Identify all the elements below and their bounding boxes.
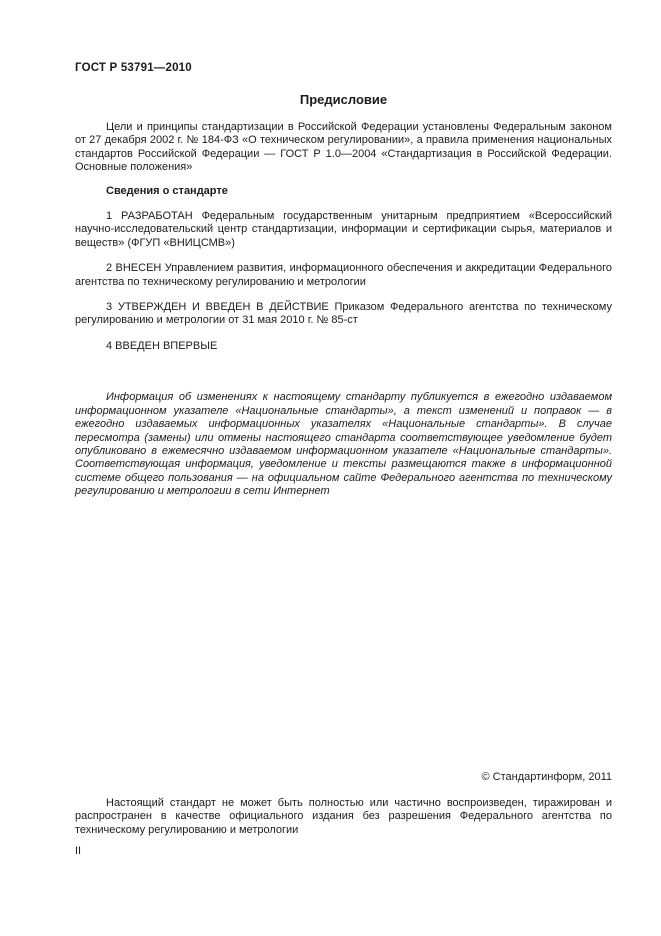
amendments-note: Информация об изменениях к настоящему стандарту публикуется в ежегодно издаваемом информационном указателе «Национальные стандарты», а текст изменений и поправок — в ежегодно издаваемых информационных указателях «Национальные стандарты». В случае пересмотра (замены) или отмены настоящего стандарта соответствующее уведомление будет опубликовано в ежемесячно издаваемом информационном указателе «Национальные стандарты». Соответствующая информация, уведомление и тексты размещаются также в информационной системе общего пользования — на официальном сайте Федерального агентства по техническому регулированию и метрологии в сети Интернет <box>75 391 612 498</box>
standard-info-item-3: 3 УТВЕРЖДЕН И ВВЕДЕН В ДЕЙСТВИЕ Приказом Федерального агентства по техническому регулированию и метрологии от 31 мая 2010 г. № 85-ст <box>75 301 612 327</box>
intro-paragraph: Цели и принципы стандартизации в Российской Федерации установлены Федеральным законом от 27 декабря 2002 г. № 184-ФЗ «О техническом регулировании», а правила применения национальных стандартов Российской Федерации — ГОСТ Р 1.0—2004 «Стандартизация в Российской Федерации. Основные положения» <box>75 121 612 174</box>
page-content <box>75 0 612 499</box>
standard-info-item-4: 4 ВВЕДЕН ВПЕРВЫЕ <box>106 339 218 352</box>
page-title: Предисловие <box>299 92 388 107</box>
reproduction-notice: Настоящий стандарт не может быть полностью или частично воспроизведен, тиражирован и распространен в качестве официального издания без разрешения Федерального агентства по техническому регулированию и метрологии <box>75 797 612 836</box>
standard-info-item-2: 2 ВНЕСЕН Управлением развития, информационного обеспечения и аккредитации Федерального агентства по техническому регулированию и метрологии <box>75 262 612 288</box>
standard-info-heading: Сведения о стандарте <box>106 184 228 197</box>
standard-info-item-1: 1 РАЗРАБОТАН Федеральным государственным унитарным предприятием «Всероссийский научно-исследовательский центр стандартизации, информации и сертификации сырья, материалов и веществ» (ФГУП «ВНИЦСМВ») <box>75 210 612 249</box>
page-number: II <box>75 845 82 857</box>
document-code: ГОСТ Р 53791—2010 <box>75 62 192 74</box>
copyright-notice: © Стандартинформ, 2011 <box>481 771 612 783</box>
